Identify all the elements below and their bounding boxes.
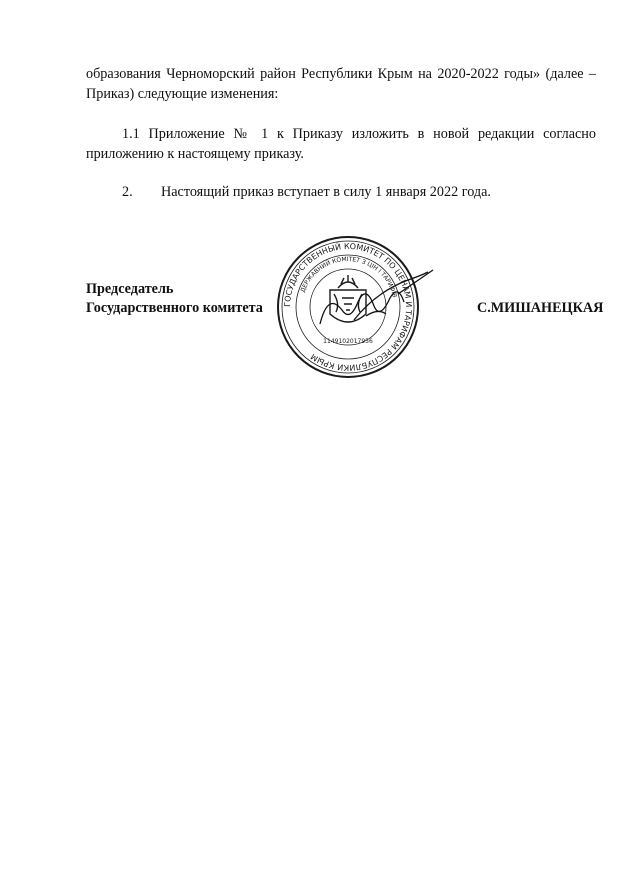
signatory-title-line-2: Государственного комитета bbox=[86, 300, 263, 316]
item-number: 2. bbox=[122, 184, 133, 200]
seal-inner-text: ДЕРЖАВНИЙ КОМІТЕТ З ЦІН І ТАРИФІВ bbox=[299, 255, 398, 299]
seal-ring-text: ГОСУДАРСТВЕННЫЙ КОМИТЕТ ПО ЦЕНАМ И ТАРИФАМ РЕСПУБЛИКИ КРЫМ bbox=[282, 241, 414, 373]
item-text: Настоящий приказ вступает в силу 1 января 2022 года. bbox=[161, 184, 491, 200]
handwritten-signature bbox=[320, 270, 433, 324]
signatory-title-line-1: Председатель bbox=[86, 281, 174, 297]
signatory-name: С.МИШАНЕЦКАЯ bbox=[477, 300, 604, 316]
official-seal-icon bbox=[258, 232, 438, 382]
signatory-title bbox=[86, 280, 263, 318]
paragraph-item-1-1: 1.1 Приложение № 1 к Приказу изложить в новой редакции согласно приложению к настоящему приказу. bbox=[86, 126, 596, 162]
paragraph-intro: образования Черноморский район Республики Крым на 2020-2022 годы» (далее – Приказ) следующие изменения: bbox=[86, 66, 596, 102]
seal-code-text: 1149102017956 bbox=[323, 338, 373, 345]
